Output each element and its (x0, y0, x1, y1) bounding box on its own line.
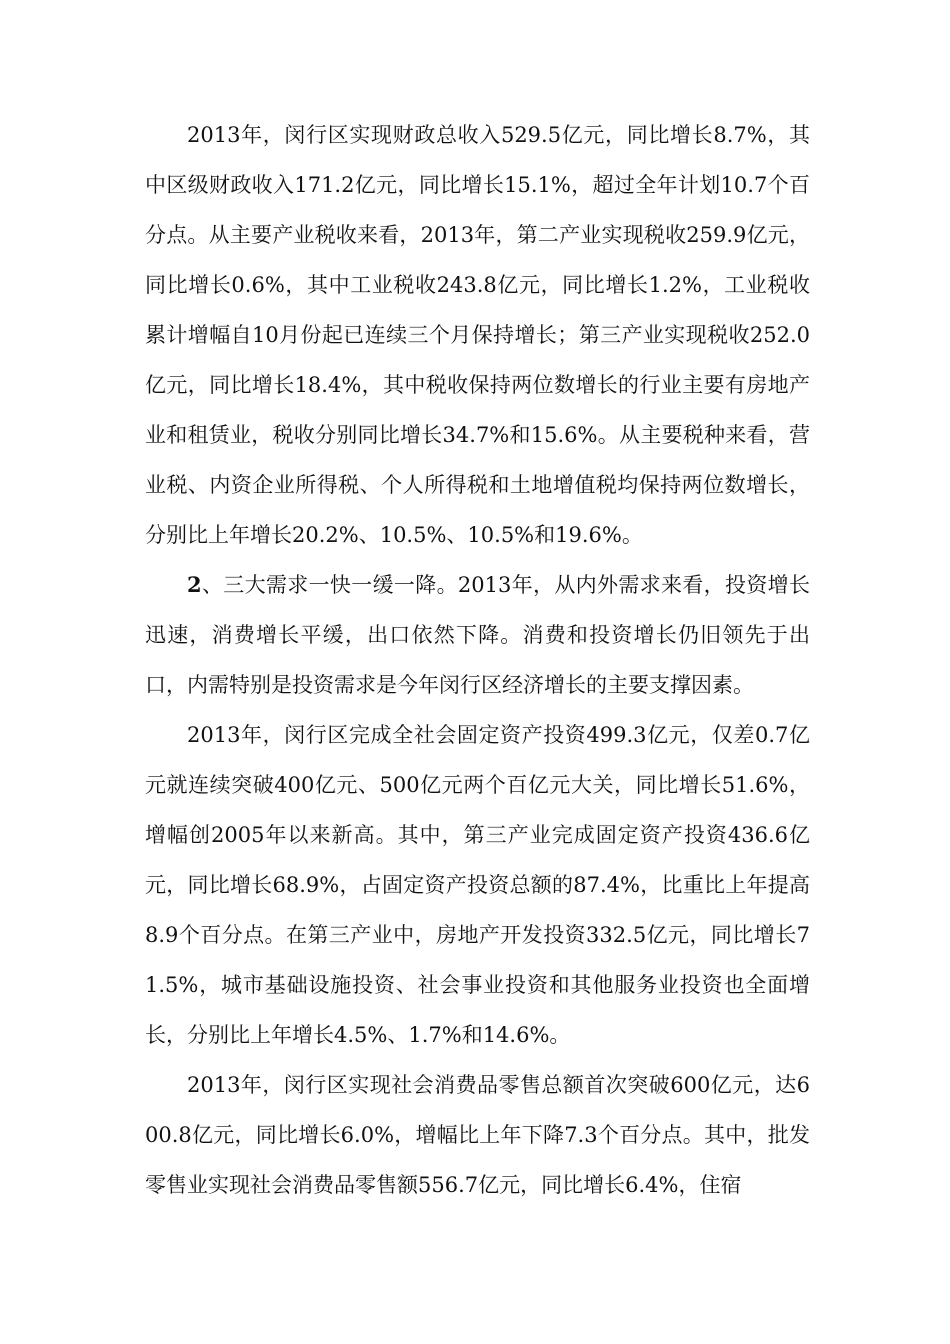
paragraph-text: 、三大需求一快一缓一降。2013年，从内外需求来看，投资增长迅速，消费增长平缓，出口依然下降。消费和投资增长仍旧领先于出口，内需特别是投资需求是今年闵行区经济增长的主要支撑因素。 (145, 573, 810, 697)
section-number: 2 (187, 572, 202, 597)
document-body (145, 110, 810, 1210)
paragraph-text: 2013年，闵行区实现社会消费品零售总额首次突破600亿元，达600.8亿元，同比增长6.0%，增幅比上年下降7.3个百分点。其中，批发零售业实现社会消费品零售额556.7亿元，同比增长6.4%，住宿 (145, 1073, 810, 1197)
paragraph-demand-overview (145, 560, 810, 710)
paragraph-fixed-asset-investment (145, 710, 810, 1060)
paragraph-retail-sales (145, 1060, 810, 1210)
paragraph-text: 2013年，闵行区实现财政总收入529.5亿元，同比增长8.7%，其中区级财政收入171.2亿元，同比增长15.1%，超过全年计划10.7个百分点。从主要产业税收来看，2013年，第二产业实现税收259.9亿元，同比增长0.6%，其中工业税收243.8亿元，同比增长1.2%，工业税收累计增幅自10月份起已连续三个月保持增长；第三产业实现税收252.0亿元，同比增长18.4%，其中税收保持两位数增长的行业主要有房地产业和租赁业，税收分别同比增长34.7%和15.6%。从主要税种来看，营业税、内资企业所得税、个人所得税和土地增值税均保持两位数增长，分别比上年增长20.2%、10.5%、10.5%和19.6%。 (145, 123, 810, 547)
paragraph-fiscal-revenue (145, 110, 810, 560)
paragraph-text: 2013年，闵行区完成全社会固定资产投资499.3亿元，仅差0.7亿元就连续突破400亿元、500亿元两个百亿元大关，同比增长51.6%，增幅创2005年以来新高。其中，第三产业完成固定资产投资436.6亿元，同比增长68.9%，占固定资产投资总额的87.4%，比重比上年提高8.9个百分点。在第三产业中，房地产开发投资332.5亿元，同比增长71.5%，城市基础设施投资、社会事业投资和其他服务业投资也全面增长，分别比上年增长4.5%、1.7%和14.6%。 (145, 723, 810, 1047)
